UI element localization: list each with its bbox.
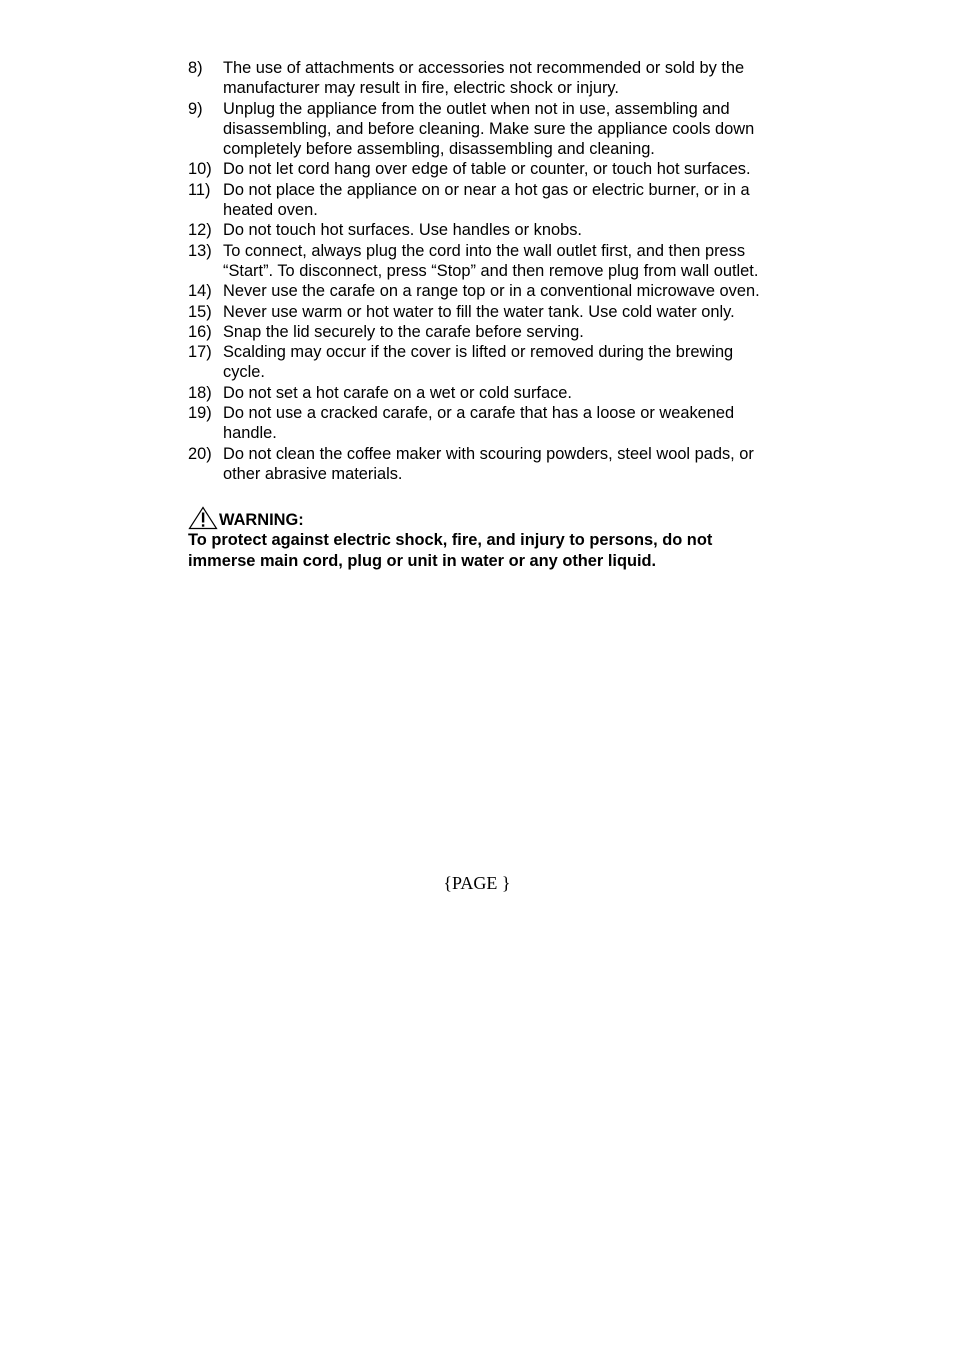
warning-text: To protect against electric shock, fire, and injury to persons, do not immerse main cord, plug or unit in water or any other liquid. <box>188 531 713 570</box>
list-item <box>188 403 768 444</box>
warning-triangle-icon <box>188 506 219 530</box>
list-item <box>188 159 768 179</box>
warning-label: WARNING: <box>219 510 304 529</box>
item-number: 19) <box>188 404 212 423</box>
item-number: 10) <box>188 160 212 179</box>
item-number: 8) <box>188 59 203 77</box>
list-item <box>188 302 768 322</box>
item-number: 12) <box>188 221 212 240</box>
item-text: Do not use a cracked carafe, or a carafe that has a loose or weakened handle. <box>223 404 735 443</box>
list-item <box>188 241 768 282</box>
list-item <box>188 58 768 99</box>
item-text: Scalding may occur if the cover is lifted or removed during the brewing cycle. <box>223 343 734 382</box>
warning-block <box>188 504 768 571</box>
item-text: Do not place the appliance on or near a hot gas or electric burner, or in a heated oven. <box>223 180 750 220</box>
item-number: 13) <box>188 241 212 260</box>
page-number-field: {PAGE } <box>443 873 511 893</box>
instructions-content <box>188 58 768 571</box>
list-item <box>188 383 768 403</box>
item-text: Never use warm or hot water to fill the water tank. Use cold water only. <box>223 302 735 321</box>
item-number: 15) <box>188 302 212 321</box>
list-item <box>188 322 768 342</box>
item-text: Unplug the appliance from the outlet when not in use, assembling and disassembling, and before cleaning. Make sure the appliance cools down completely before assembling, disassembling and cleaning. <box>223 99 755 159</box>
item-text: Do not let cord hang over edge of table or counter, or touch hot surfaces. <box>223 160 751 179</box>
list-item <box>188 180 768 221</box>
warning-heading <box>188 504 768 530</box>
item-text: Never use the carafe on a range top or in a conventional microwave oven. <box>223 282 760 301</box>
list-item <box>188 99 768 160</box>
item-text: The use of attachments or accessories not recommended or sold by the manufacturer may result in fire, electric shock or injury. <box>223 59 745 98</box>
safety-list <box>188 58 768 484</box>
list-item <box>188 342 768 383</box>
item-text: Do not set a hot carafe on a wet or cold surface. <box>223 383 572 402</box>
item-number: 20) <box>188 444 212 463</box>
item-text: Do not touch hot surfaces. Use handles or knobs. <box>223 221 582 240</box>
item-number: 16) <box>188 322 212 341</box>
list-item <box>188 220 768 240</box>
item-number: 17) <box>188 343 212 362</box>
item-number: 18) <box>188 383 212 402</box>
list-item <box>188 281 768 301</box>
item-number: 14) <box>188 282 212 301</box>
item-text: Snap the lid securely to the carafe before serving. <box>223 322 584 341</box>
item-text: Do not clean the coffee maker with scouring powders, steel wool pads, or other abrasive materials. <box>223 444 754 483</box>
item-number: 9) <box>188 99 203 118</box>
list-item <box>188 444 768 485</box>
item-number: 11) <box>188 180 211 199</box>
item-text: To connect, always plug the cord into the wall outlet first, and then press “Start”. To disconnect, press “Stop” and then remove plug from wall outlet. <box>223 241 759 280</box>
